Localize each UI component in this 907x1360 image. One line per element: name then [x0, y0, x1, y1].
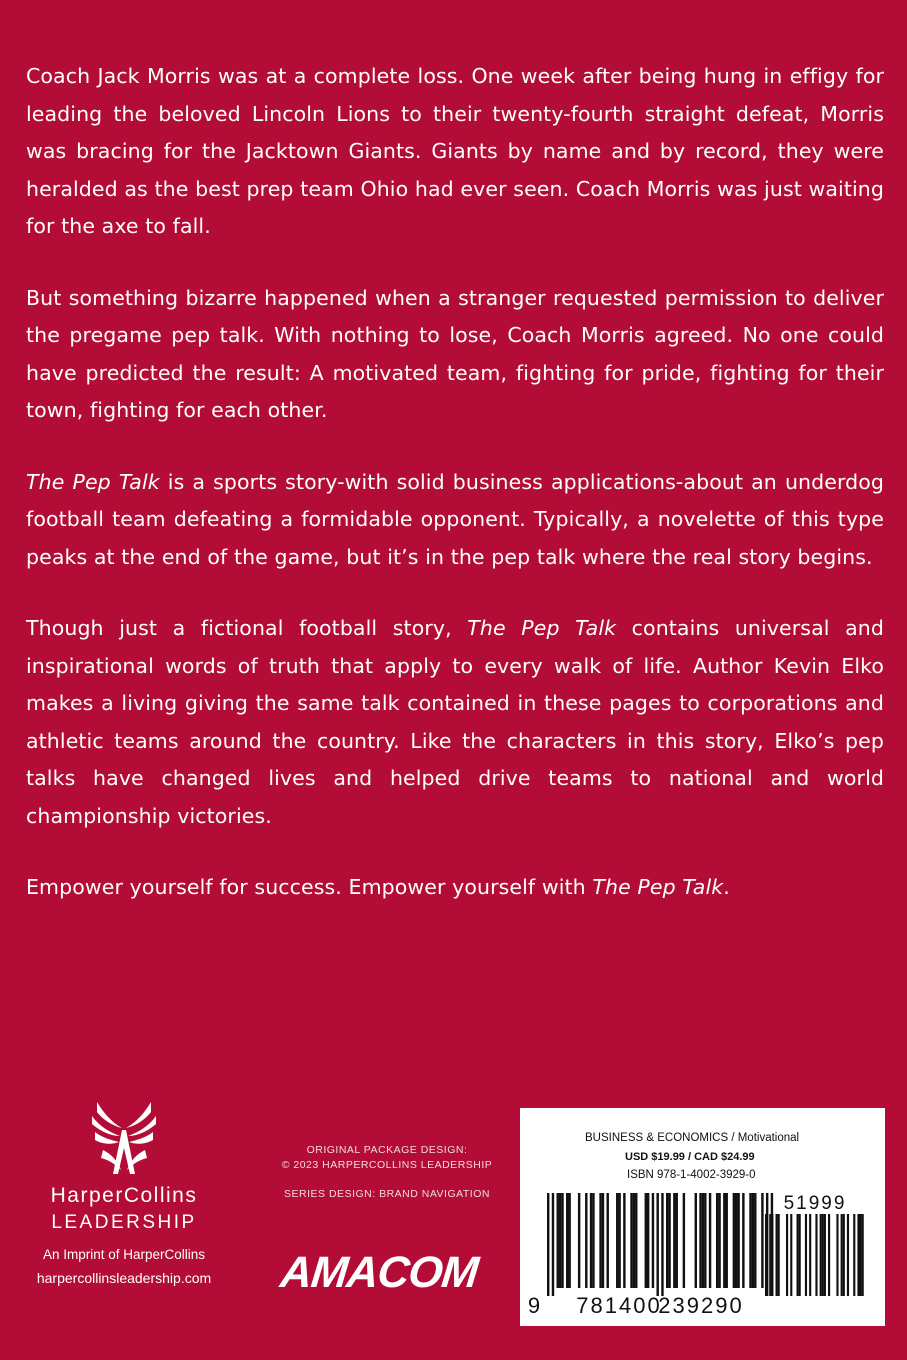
addon-bar [853, 1214, 855, 1296]
blurb-paragraph-1: Coach Jack Morris was at a complete loss. One week after being hung in effigy for leading the beloved Lincoln Lions to their twenty-fourth straight defeat, Morris was bracing for the Jacktown Giants. Giants by name and by record, they were heralded as the best prep team Ohio had ever seen. Coach Morris was just waiting for the axe to fall. [26, 64, 884, 238]
barcode-bar [702, 1193, 704, 1288]
barcode-bar [726, 1193, 728, 1288]
barcode-bar [652, 1193, 654, 1288]
addon-bar [857, 1214, 859, 1296]
blurb-paragraph-5-text-a: Empower yourself for success. Empower yourself with [26, 875, 593, 899]
design-credits [272, 1143, 502, 1202]
book-title-italic: The Pep Talk [467, 616, 617, 640]
barcode-bar [656, 1193, 658, 1296]
barcode-bar [704, 1193, 706, 1288]
barcode-bar [647, 1193, 649, 1288]
barcode-bar [561, 1193, 563, 1288]
barcode-label [520, 1108, 885, 1326]
addon-bar [847, 1214, 849, 1296]
barcode-bar [673, 1193, 675, 1288]
barcode-bar [568, 1193, 570, 1288]
blurb-paragraph-5-text-b: . [723, 875, 730, 899]
addon-bar [769, 1214, 771, 1296]
barcode-bar [607, 1193, 609, 1288]
barcode-bar [718, 1193, 720, 1288]
barcode-bar [709, 1193, 711, 1288]
back-cover-blurb [26, 58, 884, 941]
barcode-bar [737, 1193, 739, 1288]
barcode-bar [752, 1193, 754, 1288]
barcode-bar [699, 1193, 701, 1288]
barcode-bar [695, 1193, 697, 1288]
imprint-line: An Imprint of HarperCollins [42, 1247, 206, 1262]
barcode-bar [559, 1193, 561, 1288]
addon-bar [765, 1214, 767, 1296]
harpercollins-flame-icon [89, 1098, 159, 1178]
blurb-paragraph-3 [26, 464, 884, 577]
barcode-bar [754, 1193, 756, 1288]
publisher-name: HarperCollins [50, 1184, 198, 1207]
addon-bar [820, 1214, 822, 1296]
addon-bar [797, 1214, 799, 1296]
addon-bar [815, 1214, 817, 1296]
addon-bar [790, 1214, 792, 1296]
book-title-italic: The Pep Talk [26, 469, 160, 494]
barcode-bar [761, 1193, 763, 1288]
blurb-paragraph-3-text: is a sports story-with solid business applications-about an underdog football team defeating a formidable opponent. Typically, a novelette of this type peaks at the end of the game, but it’s in the pep talk where the real story begins. [26, 469, 884, 569]
price-line: USD $19.99 / CAD $24.99 [625, 1151, 755, 1163]
barcode-bar [602, 1193, 604, 1288]
barcode-bar [749, 1193, 751, 1288]
credit-line-3: SERIES DESIGN: BRAND NAVIGATION [284, 1188, 490, 1200]
publisher-subname: LEADERSHIP [51, 1212, 197, 1233]
isbn-barcode [520, 1108, 885, 1326]
barcode-bar [733, 1193, 735, 1288]
ean-right-digits: 239290 [658, 1293, 744, 1318]
barcode-bar [578, 1193, 580, 1288]
barcode-bar [633, 1193, 635, 1288]
barcode-bar [676, 1193, 678, 1288]
barcode-bar [683, 1193, 685, 1288]
blurb-paragraph-2: But something bizarre happened when a stranger requested permission to deliver the pregame pep talk. With nothing to lose, Coach Morris agreed. No one could have predicted the result: A motivated team, fighting for pride, fighting for their town, fighting for each other. [26, 285, 884, 422]
bisac-category: BUSINESS & ECONOMICS / Motivational [585, 1132, 800, 1144]
barcode-bar [716, 1193, 718, 1288]
addon-bar [862, 1214, 864, 1296]
barcode-bar [599, 1193, 601, 1288]
addon-bar [822, 1214, 824, 1296]
barcode-bar [623, 1193, 625, 1288]
credit-line-2: © 2023 HARPERCOLLINS LEADERSHIP [281, 1158, 493, 1171]
addon-bar [799, 1214, 801, 1296]
isbn-line: ISBN 978-1-4002-3929-0 [627, 1169, 756, 1181]
barcode-bar [723, 1193, 725, 1288]
blurb-paragraph-4 [26, 610, 884, 835]
barcode-bar [645, 1193, 647, 1288]
ean-left-digits: 781400 [576, 1293, 662, 1318]
barcode-bar [566, 1193, 568, 1288]
barcode-bar [742, 1193, 744, 1288]
publisher-url: harpercollinsleadership.com [36, 1270, 212, 1286]
addon-bar [843, 1214, 845, 1296]
addon-bar [860, 1214, 862, 1296]
addon-bar [824, 1214, 826, 1296]
addon-digits: 51999 [783, 1193, 847, 1214]
amacom-logo: AMACOM [278, 1248, 481, 1297]
addon-bar [841, 1214, 843, 1296]
blurb-paragraph-4-text-a: Though just a fictional football story, [26, 616, 468, 640]
credit-line-1: ORIGINAL PACKAGE DESIGN: [306, 1144, 468, 1156]
barcode-bar [552, 1193, 554, 1296]
ean-first-digit: 9 [527, 1293, 541, 1318]
blurb-paragraph-5 [26, 869, 884, 907]
addon-bar [809, 1214, 811, 1296]
addon-bar [805, 1214, 807, 1296]
addon-bar [776, 1214, 778, 1296]
barcode-bar [616, 1193, 618, 1288]
addon-bar [836, 1214, 838, 1296]
barcode-bar [557, 1193, 559, 1288]
addon-bar [771, 1214, 773, 1296]
barcode-bar [666, 1193, 668, 1288]
barcode-bar [630, 1193, 632, 1288]
book-title-italic: The Pep Talk [592, 875, 724, 899]
barcode-bar [590, 1193, 592, 1288]
barcode-bar [618, 1193, 620, 1288]
barcode-bar [635, 1193, 637, 1288]
barcode-bar [668, 1193, 670, 1288]
barcode-bar [547, 1193, 549, 1296]
addon-bar [778, 1214, 780, 1296]
addon-bar [828, 1214, 830, 1296]
barcode-bar [661, 1193, 663, 1296]
addon-bar [786, 1214, 788, 1296]
barcode-bar [585, 1193, 587, 1288]
barcode-bar [735, 1193, 737, 1288]
harpercollins-leadership-logo [18, 1098, 230, 1287]
blurb-paragraph-4-text-b: contains universal and inspirational words of truth that apply to every walk of life. Author Kevin Elko makes a living giving the same talk contained in these pages to corporations and athletic teams around the country. Like the characters in this story, Elko’s pep talks have changed lives and helped drive teams to national and world championship victories. [26, 616, 884, 828]
barcode-bar [592, 1193, 594, 1288]
